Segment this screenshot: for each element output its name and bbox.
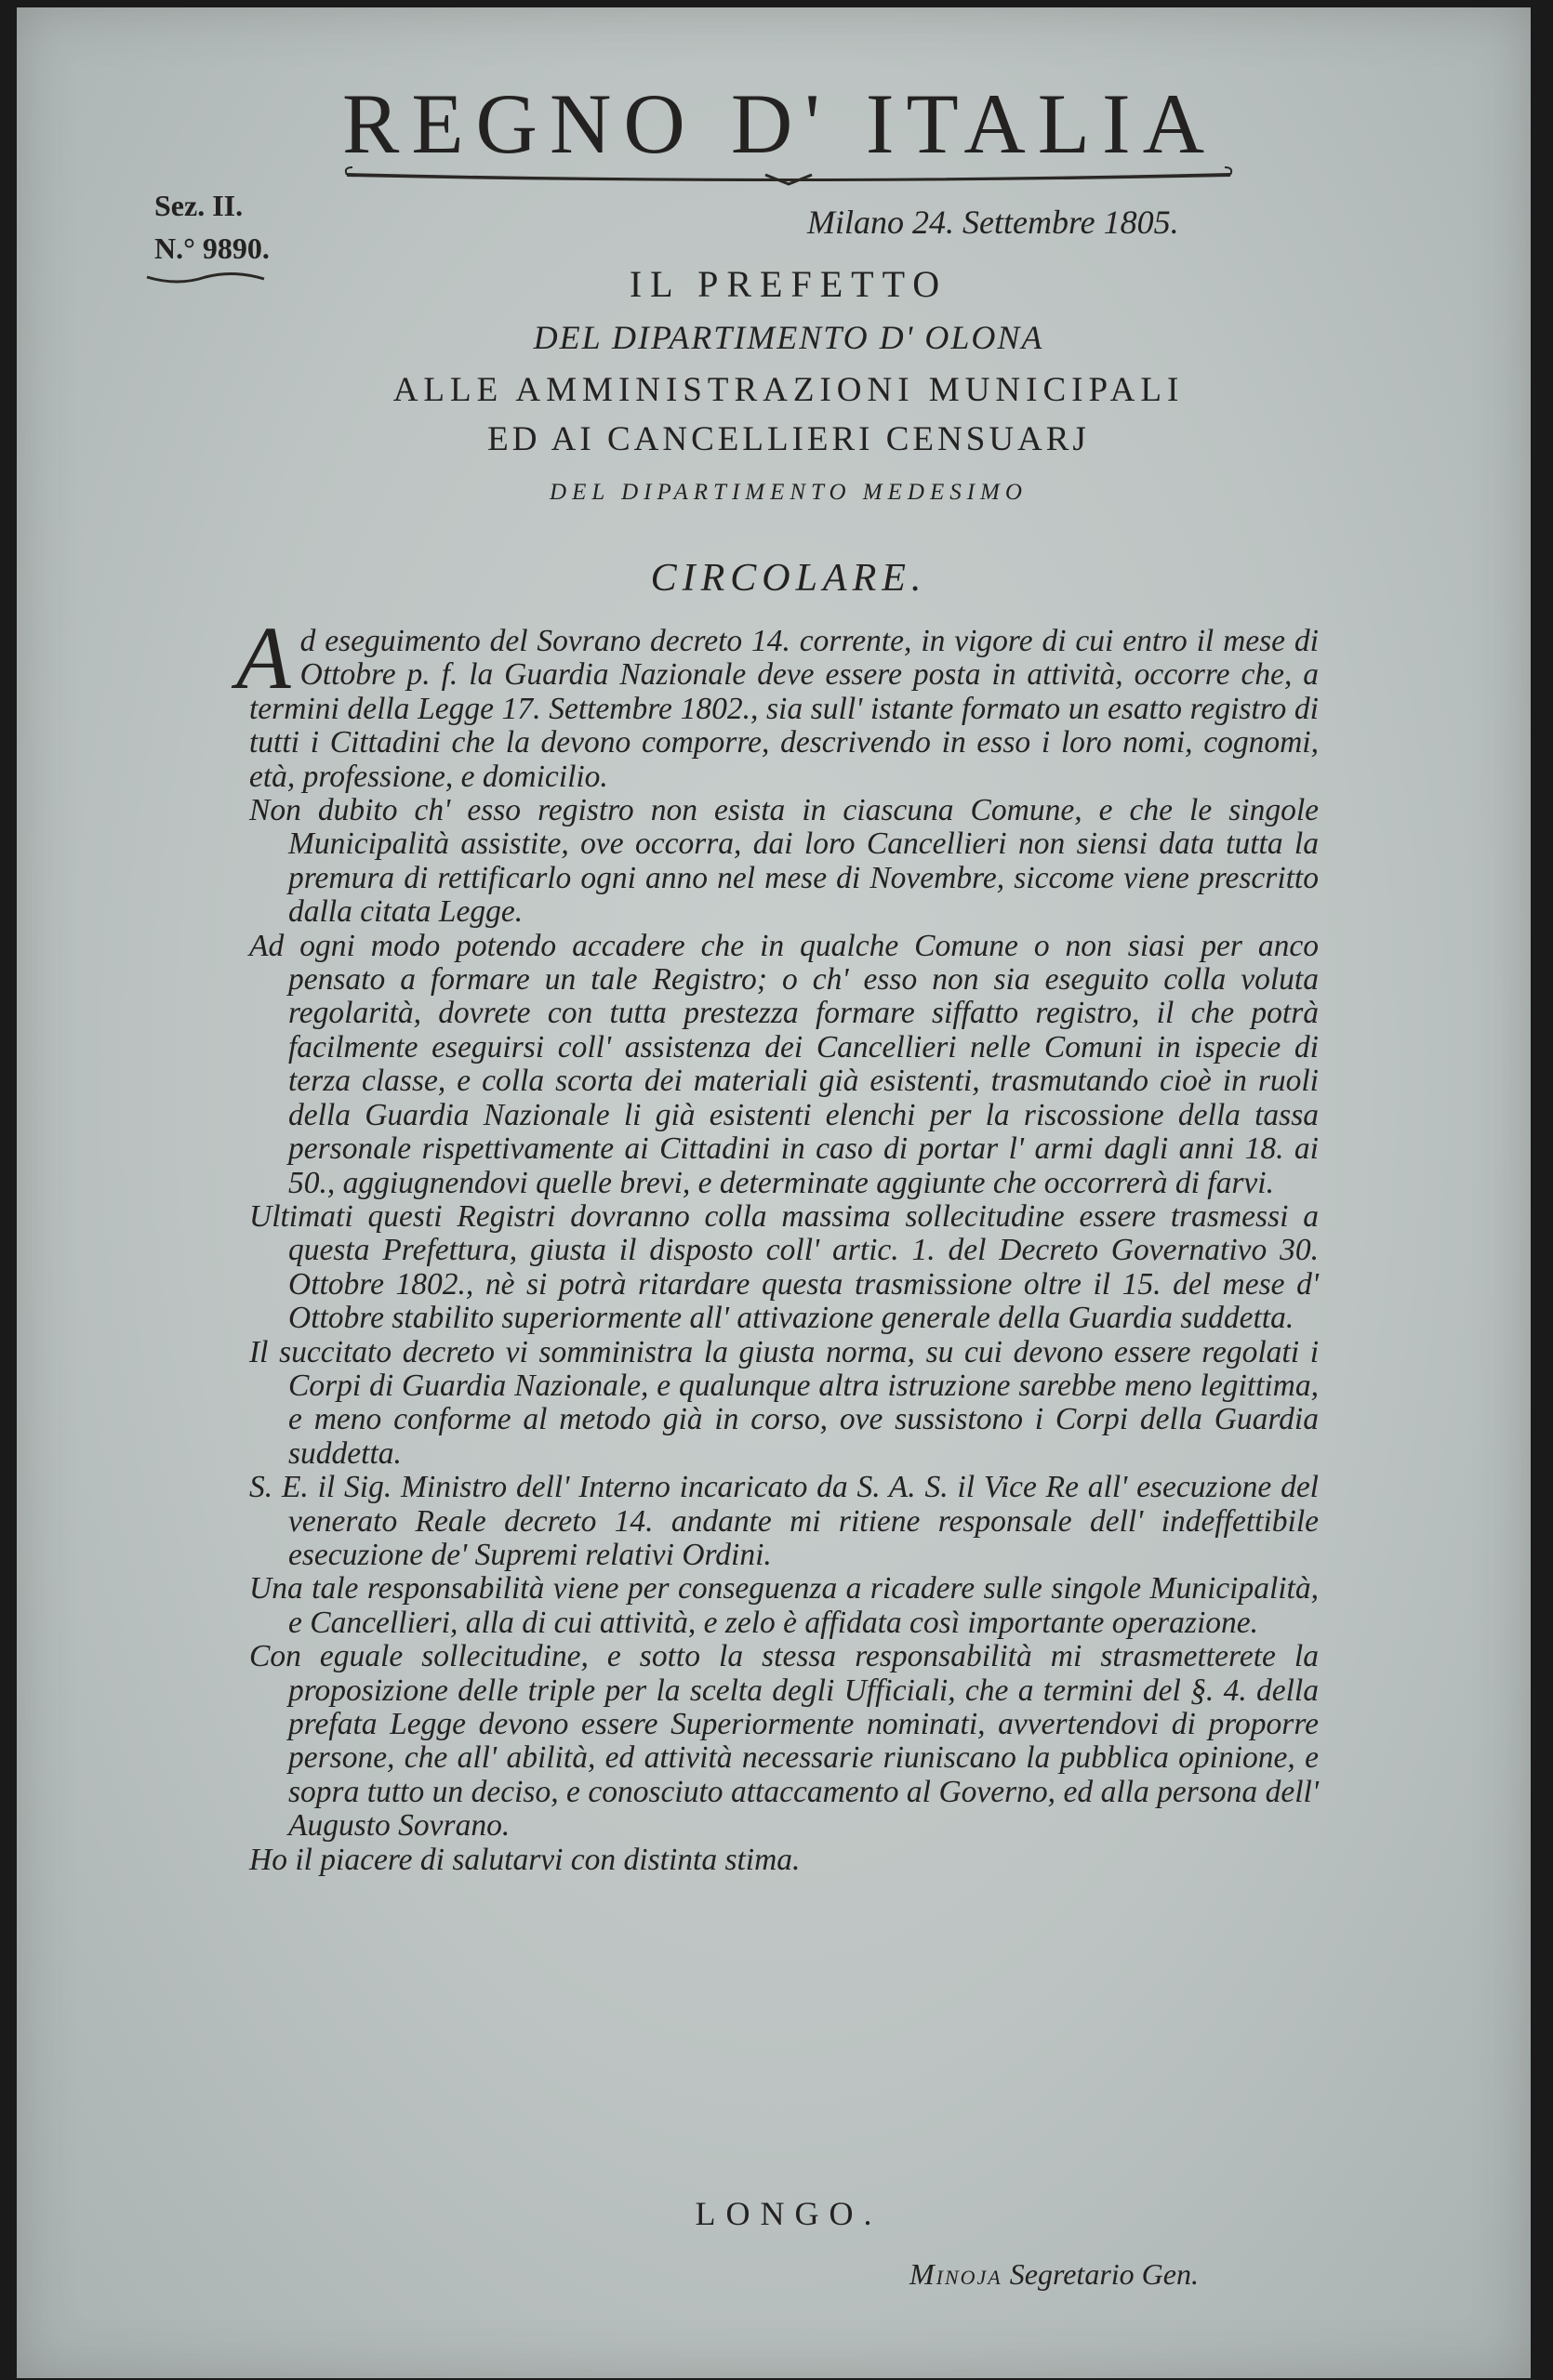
secretary-signature [909, 2257, 1199, 2292]
paragraph-4: Ultimati questi Registri dovranno colla massima sollecitudine essere trasmessi a questa Prefettura, giusta il disposto coll' artic. 1. del Decreto Governativo 30. Ottobre 1802., nè si potrà ritardare questa trasmissione oltre il 15. del mese d' Ottobre stabilito superiormente all' attivazione generale della Guardia suddetta. [249, 1198, 1319, 1336]
recipient-line-1: ALLE AMMINISTRAZIONI MUNICIPALI [392, 371, 1185, 409]
section-number: Sez. II. [154, 189, 244, 222]
sender-title: IL PREFETTO [629, 263, 949, 305]
paragraph-1 [236, 608, 1319, 794]
paragraph-2: Non dubito ch' esso registro non esista in ciascuna Comune, e che le singole Municipalità assistite, ove occorra, dai loro Cancellieri non siensi data tutta la premura di rettificarlo ogni anno nel mese di Novembre, siccome viene prescritto dalla citata Legge. [249, 793, 1319, 930]
document-type-heading: CIRCOLARE. [650, 557, 927, 600]
section-reference [154, 184, 270, 270]
secretary-name: Minoja [909, 2257, 1002, 2291]
prefect-signature: LONGO. [695, 2195, 883, 2232]
secretary-title: Segretario Gen. [1009, 2257, 1199, 2291]
paragraph-7: Una tale responsabilità viene per conseguenza a ricadere sulle singole Municipalità, e Cancellieri, alla di cui attività, e zelo è affidata così importante operazione. [249, 1571, 1319, 1640]
document-title: REGNO D' ITALIA [341, 76, 1217, 171]
title-rule-ornament [342, 164, 1235, 186]
protocol-number: N.° 9890. [154, 231, 270, 265]
paragraph-5: Il succitato decreto vi somministra la giusta norma, su cui devono essere regolati i Corpi di Guardia Nazionale, e qualunque altra istruzione sarebbe meno legittima, e meno conforme al metodo già in corso, ove sussistono i Corpi della Guardia suddetta. [249, 1334, 1319, 1471]
document-page [17, 7, 1531, 2378]
paragraph-3: Ad ogni modo potendo accadere che in qualche Comune o non siasi per anco pensato a formare un tale Registro; o ch' esso non sia eseguito colla voluta regolarità, dovrete con tutta prestezza formare siffatto registro, il che potrà facilmente eseguirsi coll' assistenza dei Cancellieri nelle Comuni in ispecie di terza classe, e colla scorta dei materiali già esistenti, trasmutando cioè in ruoli della Guardia Nazionale li già esistenti elenchi per la riscossione della tassa personale rispettivamente ai Cittadini in caso di portar l' armi dagli anni 18. ai 50., aggiugnendovi quelle brevi, e determinate aggiunte che occorrerà di farvi. [249, 928, 1319, 1200]
sender-department: DEL DIPARTIMENTO D' OLONA [533, 319, 1044, 356]
dateline: Milano 24. Settembre 1805. [807, 204, 1179, 241]
paragraph-9: Ho il piacere di salutarvi con distinta stima. [249, 1842, 801, 1877]
paragraph-6: S. E. il Sig. Ministro dell' Interno incaricato da S. A. S. il Vice Re all' esecuzione del venerato Reale decreto 14. andante mi ritiene responsale dell' indeffettibile esecuzione de' Supremi relativi Ordini. [249, 1470, 1319, 1572]
recipient-line-3: DEL DIPARTIMENTO MEDESIMO [550, 480, 1028, 505]
circular-body [236, 608, 1319, 1877]
recipient-line-2: ED AI CANCELLIERI CENSUARJ [487, 420, 1090, 458]
drop-cap: A [236, 608, 291, 707]
paragraph-1-text: d eseguimento del Sovrano decreto 14. corrente, in vigore di cui entro il mese di Ottobre p. f. la Guardia Nazionale deve essere posta in attività, occorre che, a termini della Legge 17. Settembre 1802., sia sull' istante formato un esatto registro di tutti i Cittadini che la devono comporre, descrivendo in esso i loro nomi, cognomi, età, professione, e domicilio. [249, 624, 1319, 794]
paragraph-8: Con eguale sollecitudine, e sotto la stessa responsabilità mi strasmetterete la proposizione delle triple per la scelta degli Ufficiali, che a termini del §. 4. della prefata Legge devono essere Superiormente nominati, avvertendovi di proporre persone, che all' abilità, ed attività necessarie riuniscano la pubblica opinione, e sopra tutto un deciso, e conosciuto attaccamento al Governo, ed alla persona dell' Augusto Sovrano. [249, 1639, 1319, 1844]
